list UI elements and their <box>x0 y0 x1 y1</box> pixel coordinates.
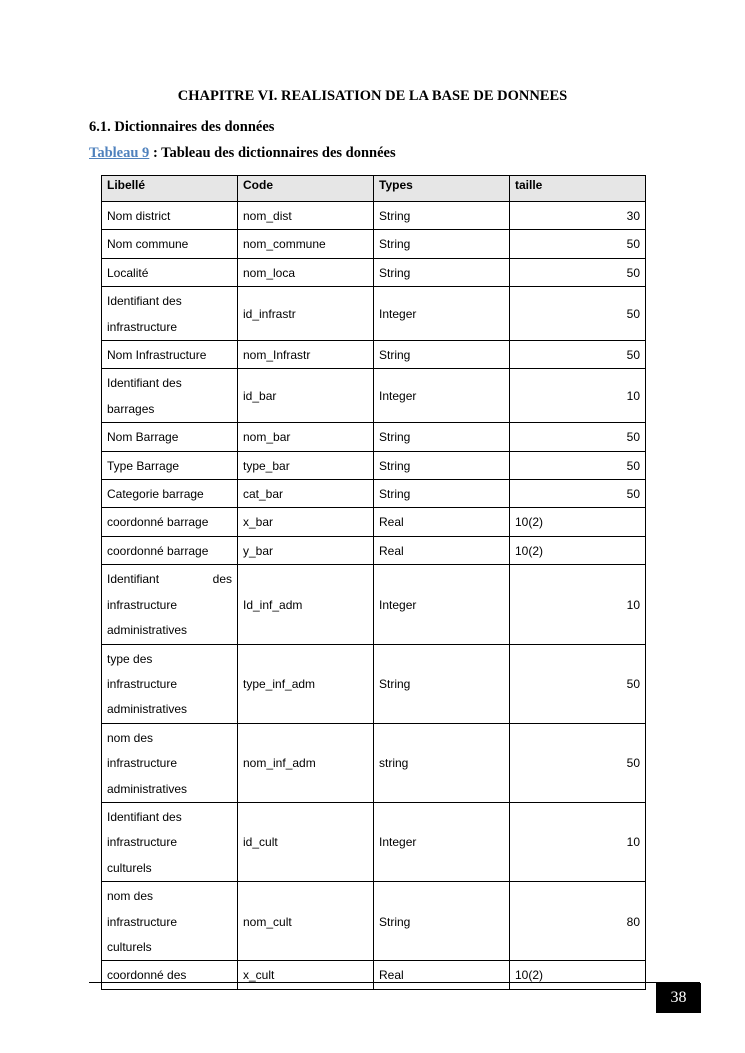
cell-type: Integer <box>374 565 510 644</box>
cell-taille: 50 <box>510 287 646 341</box>
cell-taille: 10 <box>510 802 646 881</box>
libelle-line: culturels <box>107 939 152 954</box>
libelle-line: infrastructure <box>107 319 178 334</box>
libelle-line: nom des <box>107 730 154 745</box>
cell-code: type_bar <box>238 451 374 479</box>
cell-code: nom_loca <box>238 258 374 286</box>
chapter-title: CHAPITRE VI. REALISATION DE LA BASE DE DONNEES <box>177 88 568 104</box>
libelle-line: Nom district <box>107 209 171 223</box>
cell-type: Real <box>374 536 510 564</box>
cell-taille: 50 <box>510 723 646 802</box>
libelle-line: Identifiant des <box>107 376 182 391</box>
cell-libelle <box>102 202 238 230</box>
cell-code: Id_inf_adm <box>238 565 374 644</box>
cell-code: cat_bar <box>238 480 374 508</box>
cell-code: nom_inf_adm <box>238 723 374 802</box>
table-row <box>102 565 646 644</box>
cell-taille: 30 <box>510 202 646 230</box>
libelle-line: coordonné des <box>107 968 187 983</box>
cell-type: Integer <box>374 802 510 881</box>
cell-type: Integer <box>374 287 510 341</box>
cell-taille: 50 <box>510 230 646 258</box>
cell-taille: 50 <box>510 451 646 479</box>
cell-libelle <box>102 961 238 989</box>
section-title: 6.1. Dictionnaires des données <box>89 119 275 135</box>
cell-taille: 10(2) <box>510 508 646 536</box>
cell-type: String <box>374 882 510 961</box>
libelle-line: coordonné barrage <box>107 515 209 530</box>
table-row <box>102 451 646 479</box>
libelle-line: infrastructure <box>107 597 178 612</box>
table-row <box>102 258 646 286</box>
table-body <box>102 202 646 990</box>
cell-type: Real <box>374 961 510 989</box>
caption-text: : Tableau des dictionnaires des données <box>149 145 396 161</box>
cell-taille: 50 <box>510 644 646 723</box>
cell-code: id_infrastr <box>238 287 374 341</box>
libelle-line: Type Barrage <box>107 458 180 473</box>
libelle-line: infrastructure <box>107 756 178 771</box>
libelle-line: coordonné barrage <box>107 543 209 558</box>
cell-code: x_bar <box>238 508 374 536</box>
header-taille: taille <box>510 176 646 202</box>
cell-type: String <box>374 341 510 369</box>
cell-code: nom_commune <box>238 230 374 258</box>
cell-taille: 50 <box>510 341 646 369</box>
cell-code: id_bar <box>238 369 374 423</box>
table-caption <box>89 145 396 162</box>
table-header-row <box>102 176 646 202</box>
cell-type: String <box>374 451 510 479</box>
cell-libelle <box>102 508 238 536</box>
cell-libelle <box>102 230 238 258</box>
cell-taille: 50 <box>510 423 646 451</box>
cell-code: nom_dist <box>238 202 374 230</box>
table-row <box>102 723 646 802</box>
libelle-line: Categorie barrage <box>107 487 204 502</box>
libelle-line: Identifiant des <box>107 294 182 309</box>
cell-libelle <box>102 341 238 369</box>
libelle-line: culturels <box>107 860 152 875</box>
cell-code: type_inf_adm <box>238 644 374 723</box>
cell-type: String <box>374 423 510 451</box>
cell-libelle <box>102 287 238 341</box>
cell-libelle <box>102 451 238 479</box>
table-row <box>102 536 646 564</box>
table-row <box>102 480 646 508</box>
data-dictionary-table <box>101 175 646 990</box>
cell-type: String <box>374 202 510 230</box>
table-row <box>102 961 646 989</box>
cell-type: string <box>374 723 510 802</box>
table-row <box>102 882 646 961</box>
cell-libelle <box>102 423 238 451</box>
table-row <box>102 423 646 451</box>
libelle-line: Identifiant des <box>107 572 232 587</box>
cell-libelle <box>102 480 238 508</box>
libelle-line: nom des <box>107 889 154 904</box>
libelle-line: administratives <box>107 702 188 717</box>
cell-taille: 10(2) <box>510 961 646 989</box>
cell-type: String <box>374 480 510 508</box>
cell-code: nom_cult <box>238 882 374 961</box>
libelle-line: Nom Barrage <box>107 430 179 445</box>
table-reference-link[interactable]: Tableau 9 <box>89 145 150 161</box>
table-row <box>102 508 646 536</box>
libelle-line: Nom commune <box>107 237 189 252</box>
cell-type: Integer <box>374 369 510 423</box>
table-row <box>102 341 646 369</box>
cell-taille: 50 <box>510 258 646 286</box>
cell-libelle <box>102 882 238 961</box>
cell-taille: 10 <box>510 369 646 423</box>
libelle-line: administratives <box>107 623 188 638</box>
header-libelle: Libellé <box>102 176 238 202</box>
cell-code: y_bar <box>238 536 374 564</box>
cell-libelle <box>102 565 238 644</box>
header-types: Types <box>374 176 510 202</box>
page-number: 38 <box>656 983 701 1013</box>
libelle-line: barrages <box>107 401 155 416</box>
cell-libelle <box>102 536 238 564</box>
libelle-line: infrastructure <box>107 835 178 850</box>
cell-libelle <box>102 369 238 423</box>
footer-divider <box>89 982 700 983</box>
table-row <box>102 230 646 258</box>
libelle-line: infrastructure <box>107 914 178 929</box>
cell-type: Real <box>374 508 510 536</box>
cell-taille: 10(2) <box>510 536 646 564</box>
libelle-line: type des <box>107 651 153 666</box>
cell-taille: 50 <box>510 480 646 508</box>
cell-type: String <box>374 644 510 723</box>
cell-libelle <box>102 258 238 286</box>
cell-type: String <box>374 258 510 286</box>
cell-libelle <box>102 802 238 881</box>
cell-libelle <box>102 644 238 723</box>
cell-code: nom_Infrastr <box>238 341 374 369</box>
libelle-line: Nom Infrastructure <box>107 348 207 363</box>
libelle-line: administratives <box>107 781 188 796</box>
header-code: Code <box>238 176 374 202</box>
libelle-line: infrastructure <box>107 676 178 691</box>
table-row <box>102 287 646 341</box>
cell-libelle <box>102 723 238 802</box>
table-row <box>102 202 646 230</box>
cell-taille: 10 <box>510 565 646 644</box>
cell-code: id_cult <box>238 802 374 881</box>
cell-code: x_cult <box>238 961 374 989</box>
table-row <box>102 644 646 723</box>
table-row <box>102 369 646 423</box>
table-row <box>102 802 646 881</box>
cell-type: String <box>374 230 510 258</box>
cell-taille: 80 <box>510 882 646 961</box>
libelle-line: Identifiant des <box>107 809 182 824</box>
cell-code: nom_bar <box>238 423 374 451</box>
libelle-line: Localité <box>107 265 149 280</box>
